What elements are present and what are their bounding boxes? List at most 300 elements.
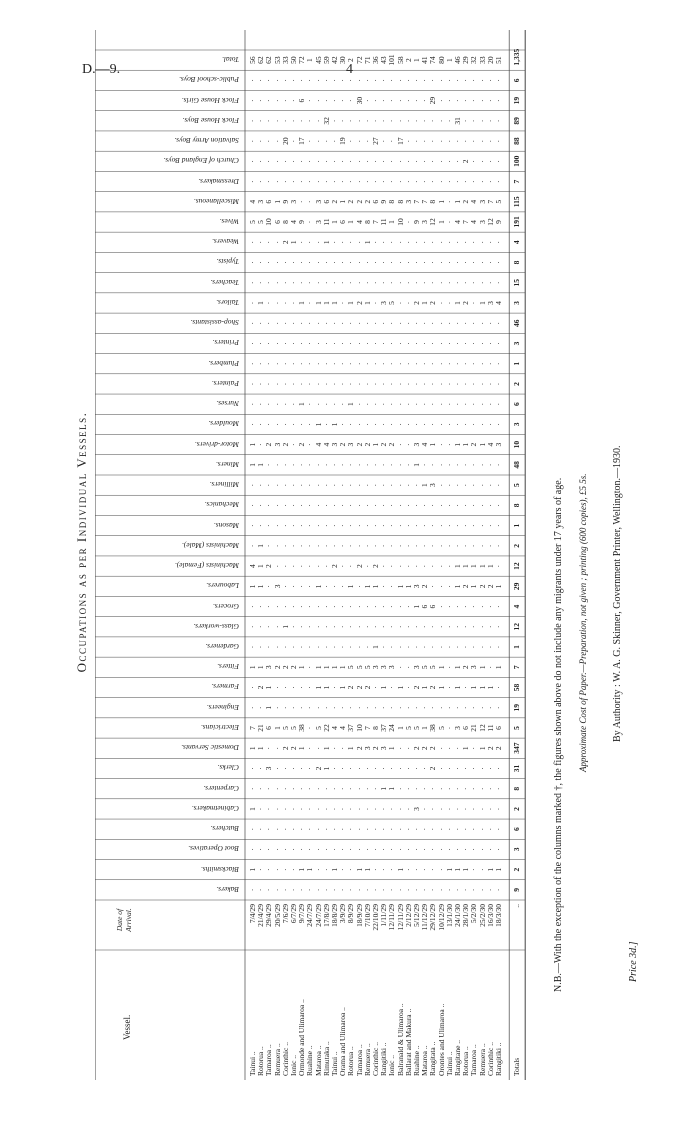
table-cell: ·	[305, 544, 315, 548]
header-occupation: Machinists (Male).	[181, 540, 239, 550]
table-cell: ·	[453, 180, 462, 183]
table-cell: ·	[272, 706, 282, 709]
table-cell: ·	[436, 342, 446, 345]
table-cell: ·	[436, 868, 446, 871]
table-cell: ·	[321, 807, 331, 811]
table-cell: ·	[272, 807, 282, 811]
table-cell: ·	[313, 706, 323, 709]
table-cell: ·	[387, 504, 397, 507]
table-cell: ·	[289, 564, 298, 568]
table-cell: 5	[494, 199, 503, 204]
totals-cell: 19	[512, 704, 522, 712]
table-cell: ·	[453, 787, 462, 790]
table-cell: ·	[461, 686, 471, 689]
table-cell: ·	[420, 544, 430, 548]
table-cell: ·	[305, 261, 315, 264]
table-cell: 4	[289, 220, 298, 224]
table-cell: ·	[444, 342, 454, 345]
header-occupation: Fitters.	[217, 662, 239, 672]
table-cell: ·	[453, 79, 462, 82]
table-cell: ·	[289, 524, 298, 527]
table-cell: ·	[477, 625, 487, 629]
table-cell: ·	[420, 261, 430, 264]
table-cell: ·	[354, 645, 364, 649]
table-cell: ·	[453, 848, 462, 851]
table-cell: ·	[305, 888, 315, 892]
table-cell: ·	[412, 544, 421, 548]
table-cell: 1	[256, 584, 266, 589]
table-cell: ·	[338, 241, 348, 244]
table-cell: ·	[330, 625, 339, 629]
table-cell: 6	[371, 199, 380, 204]
table-cell: ·	[428, 504, 438, 507]
table-cell: 2	[428, 301, 438, 305]
table-cell: ·	[436, 888, 446, 892]
table-cell: ·	[313, 827, 323, 831]
table-cell: ·	[387, 625, 397, 629]
table-cell: ·	[330, 767, 339, 770]
table-cell: ·	[403, 848, 413, 851]
table-cell: ·	[412, 767, 421, 770]
table-cell: ·	[354, 382, 364, 386]
table-cell: ·	[395, 666, 405, 669]
table-cell: ·	[297, 382, 307, 386]
table-cell: 32	[469, 56, 479, 64]
table-cell: ·	[313, 807, 323, 811]
table-cell: ·	[485, 99, 495, 102]
table-cell: 12	[477, 724, 487, 732]
table-cell: ·	[338, 787, 348, 790]
table-cell: ·	[362, 160, 372, 163]
table-cell: ·	[272, 241, 282, 244]
table-cell: 72	[354, 56, 364, 64]
table-cell: 4	[338, 726, 348, 730]
table-cell: ·	[264, 645, 274, 649]
table-cell: ·	[469, 423, 479, 426]
table-cell: 1	[362, 301, 372, 305]
table-cell: 2	[387, 442, 397, 447]
table-cell: ·	[444, 686, 454, 689]
table-cell: ·	[280, 767, 290, 770]
table-cell: ·	[420, 321, 430, 325]
table-cell: ·	[387, 362, 397, 365]
table-cell: ·	[297, 504, 307, 507]
table-cell: 1	[321, 665, 331, 670]
table-cell: ·	[485, 402, 495, 406]
table-cell: ·	[346, 787, 356, 790]
row-date: 18/8/29	[330, 904, 339, 927]
table-cell: ·	[362, 767, 372, 770]
table-cell: ·	[395, 767, 405, 770]
table-cell: ·	[403, 220, 413, 224]
table-cell: ·	[264, 463, 274, 467]
row-date: 11/12/29	[420, 904, 430, 931]
table-cell: ·	[248, 382, 257, 386]
table-cell: ·	[444, 544, 454, 548]
header-occupation: Flock House Boys.	[182, 115, 239, 125]
table-title: Occupations as per Individual Vessels.	[74, 411, 89, 673]
table-cell: ·	[297, 787, 307, 790]
table-cell: ·	[362, 564, 372, 568]
table-cell: ·	[321, 504, 331, 507]
table-cell: ·	[428, 342, 438, 345]
table-cell: ·	[412, 423, 421, 426]
table-cell: ·	[412, 868, 421, 871]
table-cell: ·	[371, 868, 380, 871]
table-cell: 5	[289, 726, 298, 730]
table-cell: ·	[256, 848, 266, 851]
table-cell: ·	[395, 706, 405, 709]
table-cell: ·	[387, 868, 397, 871]
table-cell: ·	[494, 787, 503, 790]
table-cell: ·	[371, 160, 380, 163]
table-cell: ·	[477, 79, 487, 82]
table-cell: ·	[362, 524, 372, 527]
row-vessel: Ballarat and Makura ..	[403, 1008, 413, 1076]
table-cell: ·	[428, 321, 438, 325]
table-cell: ·	[330, 382, 339, 386]
table-cell: 1	[305, 58, 315, 62]
table-cell: ·	[346, 848, 356, 851]
table-cell: ·	[297, 848, 307, 851]
table-cell: 2	[346, 199, 356, 204]
table-cell: ·	[494, 180, 503, 183]
authority-line: By Authority : W. A. G. Skinner, Government Printer, Wellington.—1930.	[612, 445, 623, 742]
table-cell: ·	[346, 180, 356, 183]
table-cell: ·	[338, 261, 348, 264]
table-cell: 24	[387, 724, 397, 732]
table-cell: 3	[379, 746, 389, 751]
table-cell: ·	[469, 79, 479, 82]
table-cell: 1	[338, 665, 348, 670]
table-cell: ·	[461, 362, 471, 365]
table-cell: ·	[395, 362, 405, 365]
table-cell: 3	[428, 483, 438, 487]
table-cell: ·	[272, 382, 282, 386]
row-vessel: Orama and Ulimaroa ..	[338, 1007, 348, 1076]
table-cell: ·	[371, 342, 380, 345]
table-cell: ·	[412, 645, 421, 649]
table-cell: ·	[354, 281, 364, 284]
table-cell: ·	[494, 504, 503, 507]
table-cell: ·	[444, 301, 454, 305]
header-occupation: Glass-workers.	[193, 621, 239, 631]
table-cell: 3	[272, 584, 282, 589]
table-cell: 2	[461, 584, 471, 589]
table-cell: 21	[469, 724, 479, 732]
table-cell: ·	[330, 362, 339, 365]
table-cell: 1	[313, 665, 323, 670]
table-cell: 1	[297, 867, 307, 872]
table-cell: ·	[297, 807, 307, 811]
table-cell: ·	[289, 382, 298, 386]
table-cell: ·	[403, 180, 413, 183]
table-cell: ·	[330, 483, 339, 487]
table-cell: ·	[395, 79, 405, 82]
table-cell: ·	[297, 342, 307, 345]
table-cell: ·	[297, 585, 307, 588]
table-cell: ·	[420, 524, 430, 527]
table-cell: ·	[256, 362, 266, 365]
table-cell: 1	[469, 584, 479, 589]
table-cell: 19	[338, 137, 348, 145]
table-cell: ·	[289, 625, 298, 629]
table-cell: ·	[305, 706, 315, 709]
table-cell: 22	[321, 724, 331, 732]
table-cell: ·	[412, 261, 421, 264]
table-cell: ·	[362, 504, 372, 507]
table-cell: ·	[469, 767, 479, 770]
totals-cell: 19	[512, 96, 522, 105]
table-cell: ·	[461, 504, 471, 507]
table-cell: 1	[477, 685, 487, 690]
table-cell: ·	[420, 645, 430, 649]
row-vessel: Remuera ..	[477, 1043, 487, 1076]
row-date: 20/5/29	[272, 904, 282, 927]
table-cell: ·	[412, 706, 421, 709]
table-cell: 9	[412, 220, 421, 224]
table-cell: ·	[469, 848, 479, 851]
table-cell: 2	[362, 199, 372, 204]
table-cell: ·	[453, 706, 462, 709]
table-cell: ·	[395, 746, 405, 750]
table-cell: 11	[321, 218, 331, 226]
row-date: 24/7/29	[305, 904, 315, 927]
table-cell: ·	[346, 382, 356, 386]
table-cell: ·	[420, 625, 430, 629]
table-cell: ·	[453, 241, 462, 244]
table-cell: ·	[280, 362, 290, 365]
table-cell: ·	[477, 544, 487, 548]
row-date: 1/11/29	[379, 904, 389, 927]
table-cell: ·	[444, 99, 454, 102]
table-cell: ·	[428, 645, 438, 649]
table-cell: ·	[248, 119, 257, 123]
table-cell: ·	[412, 524, 421, 527]
table-cell: 2	[420, 584, 430, 589]
table-cell: ·	[494, 281, 503, 284]
table-cell: 37	[379, 724, 389, 732]
table-cell: ·	[477, 423, 487, 426]
table-cell: ·	[305, 524, 315, 527]
table-cell: 2	[477, 584, 487, 589]
table-cell: ·	[338, 585, 348, 588]
table-cell: 2	[297, 442, 307, 447]
table-cell: ·	[477, 321, 487, 325]
table-cell: ·	[387, 827, 397, 831]
table-cell: ·	[272, 463, 282, 467]
totals-cell: 115	[512, 196, 522, 208]
table-cell: 1	[289, 240, 298, 245]
table-cell: ·	[371, 382, 380, 386]
table-cell: ·	[412, 139, 421, 143]
table-cell: ·	[297, 281, 307, 284]
table-cell: 2	[485, 584, 495, 589]
table-cell: ·	[346, 423, 356, 426]
table-cell: ·	[420, 504, 430, 507]
table-cell: ·	[469, 180, 479, 183]
table-cell: 2	[346, 685, 356, 690]
table-cell: ·	[379, 564, 389, 568]
row-vessel: Ormonde and Ulimaroa ..	[297, 999, 307, 1076]
table-cell: ·	[436, 160, 446, 163]
table-cell: ·	[297, 564, 307, 568]
table-cell: ·	[412, 483, 421, 487]
table-cell: 1	[453, 867, 462, 872]
header-occupation: Printers.	[212, 338, 239, 348]
totals-cell: 6	[512, 78, 522, 83]
table-cell: ·	[313, 321, 323, 325]
table-cell: ·	[485, 382, 495, 386]
table-cell: ·	[453, 261, 462, 264]
table-cell: ·	[387, 321, 397, 325]
table-cell: ·	[305, 362, 315, 365]
table-cell: ·	[354, 79, 364, 82]
table-cell: 6	[264, 726, 274, 730]
table-cell: 10	[354, 724, 364, 732]
table-cell: ·	[330, 686, 339, 689]
totals-cell: 29	[512, 582, 522, 591]
totals-cell: 46	[512, 319, 522, 327]
table-cell: ·	[321, 139, 331, 143]
table-cell: ·	[354, 160, 364, 163]
table-cell: ·	[313, 99, 323, 102]
table-cell: 1	[453, 665, 462, 670]
table-cell: ·	[280, 585, 290, 588]
header-occupation: Tailors.	[216, 297, 239, 307]
table-cell: 1	[453, 199, 462, 204]
table-cell: ·	[264, 139, 274, 143]
table-cell: 1	[264, 705, 274, 710]
totals-cell: 5	[512, 483, 522, 487]
table-cell: ·	[297, 625, 307, 629]
table-cell: ·	[420, 827, 430, 831]
table-cell: ·	[297, 200, 307, 204]
header-occupation: Nurses.	[216, 399, 239, 409]
table-cell: 37	[346, 724, 356, 732]
table-cell: ·	[338, 483, 348, 487]
table-cell: ·	[436, 241, 446, 244]
table-cell: ·	[494, 686, 503, 689]
table-cell: ·	[444, 605, 454, 608]
table-cell: ·	[346, 807, 356, 811]
table-cell: ·	[379, 625, 389, 629]
table-cell: 2	[256, 685, 266, 690]
table-cell: ·	[453, 463, 462, 467]
table-cell: 2	[354, 199, 364, 204]
table-cell: ·	[354, 827, 364, 831]
table-cell: ·	[461, 706, 471, 709]
table-cell: 2	[280, 240, 290, 245]
table-cell: 2	[412, 301, 421, 305]
table-cell: ·	[313, 645, 323, 649]
table-cell: ·	[272, 524, 282, 527]
row-date: 18/3/30	[494, 904, 503, 927]
table-cell: 1	[477, 301, 487, 305]
table-cell: 41	[420, 56, 430, 64]
table-cell: 1	[494, 584, 503, 589]
header-occupation: Domestic Servants.	[181, 743, 239, 753]
table-cell: 5	[403, 726, 413, 730]
table-cell: ·	[338, 180, 348, 183]
table-cell: 1	[297, 301, 307, 305]
table-cell: ·	[354, 241, 364, 244]
table-cell: ·	[264, 119, 274, 123]
header-occupation: Miscellaneous.	[193, 196, 239, 206]
table-cell: ·	[395, 423, 405, 426]
table-cell: ·	[256, 79, 266, 82]
table-cell: 2	[461, 301, 471, 305]
table-cell: ·	[321, 382, 331, 386]
table-cell: ·	[403, 605, 413, 608]
table-cell: ·	[379, 402, 389, 406]
table-cell: ·	[248, 787, 257, 790]
table-cell: ·	[379, 119, 389, 123]
table-cell: ·	[354, 119, 364, 123]
table-cell: ·	[477, 180, 487, 183]
table-cell: 4	[354, 220, 364, 224]
table-cell: ·	[280, 706, 290, 709]
table-cell: 5	[346, 665, 356, 670]
table-cell: ·	[248, 423, 257, 426]
table-cell: 4	[321, 442, 331, 447]
table-cell: ·	[387, 79, 397, 82]
table-cell: ·	[436, 483, 446, 487]
table-cell: ·	[354, 706, 364, 709]
table-cell: ·	[305, 827, 315, 831]
table-cell: ·	[248, 241, 257, 244]
row-vessel: Tamaroa ..	[469, 1044, 479, 1076]
table-cell: ·	[289, 261, 298, 264]
table-cell: ·	[379, 382, 389, 386]
table-cell: ·	[461, 888, 471, 892]
table-cell: ·	[346, 321, 356, 325]
table-cell: ·	[436, 585, 446, 588]
table-cell: ·	[371, 402, 380, 406]
row-date: 5/2/30	[469, 904, 479, 924]
table-cell: ·	[248, 827, 257, 831]
table-cell: 80	[436, 56, 446, 64]
table-cell: ·	[305, 504, 315, 507]
table-cell: ·	[403, 139, 413, 143]
table-cell: 6	[494, 726, 503, 730]
table-cell: ·	[289, 180, 298, 183]
table-cell: ·	[412, 504, 421, 507]
table-cell: ·	[248, 544, 257, 548]
table-cell: ·	[477, 382, 487, 386]
totals-cell: 4	[512, 604, 522, 609]
header-occupation: Typists.	[216, 257, 239, 267]
table-cell: ·	[403, 625, 413, 629]
table-cell: ·	[461, 544, 471, 548]
table-cell: ·	[453, 160, 462, 163]
table-cell: ·	[477, 645, 487, 649]
table-cell: ·	[354, 321, 364, 325]
table-cell: ·	[354, 504, 364, 507]
totals-cell: 2	[512, 543, 522, 548]
table-cell: 1	[461, 867, 471, 872]
table-cell: ·	[469, 645, 479, 649]
table-cell: ·	[338, 888, 348, 892]
table-cell: ·	[485, 666, 495, 669]
header-occupation: Weavers.	[211, 237, 239, 247]
table-cell: 1	[485, 685, 495, 690]
table-cell: 6	[321, 199, 331, 204]
table-cell: ·	[362, 544, 372, 548]
table-cell: ·	[436, 79, 446, 82]
table-cell: ·	[297, 160, 307, 163]
table-cell: 1	[485, 867, 495, 872]
